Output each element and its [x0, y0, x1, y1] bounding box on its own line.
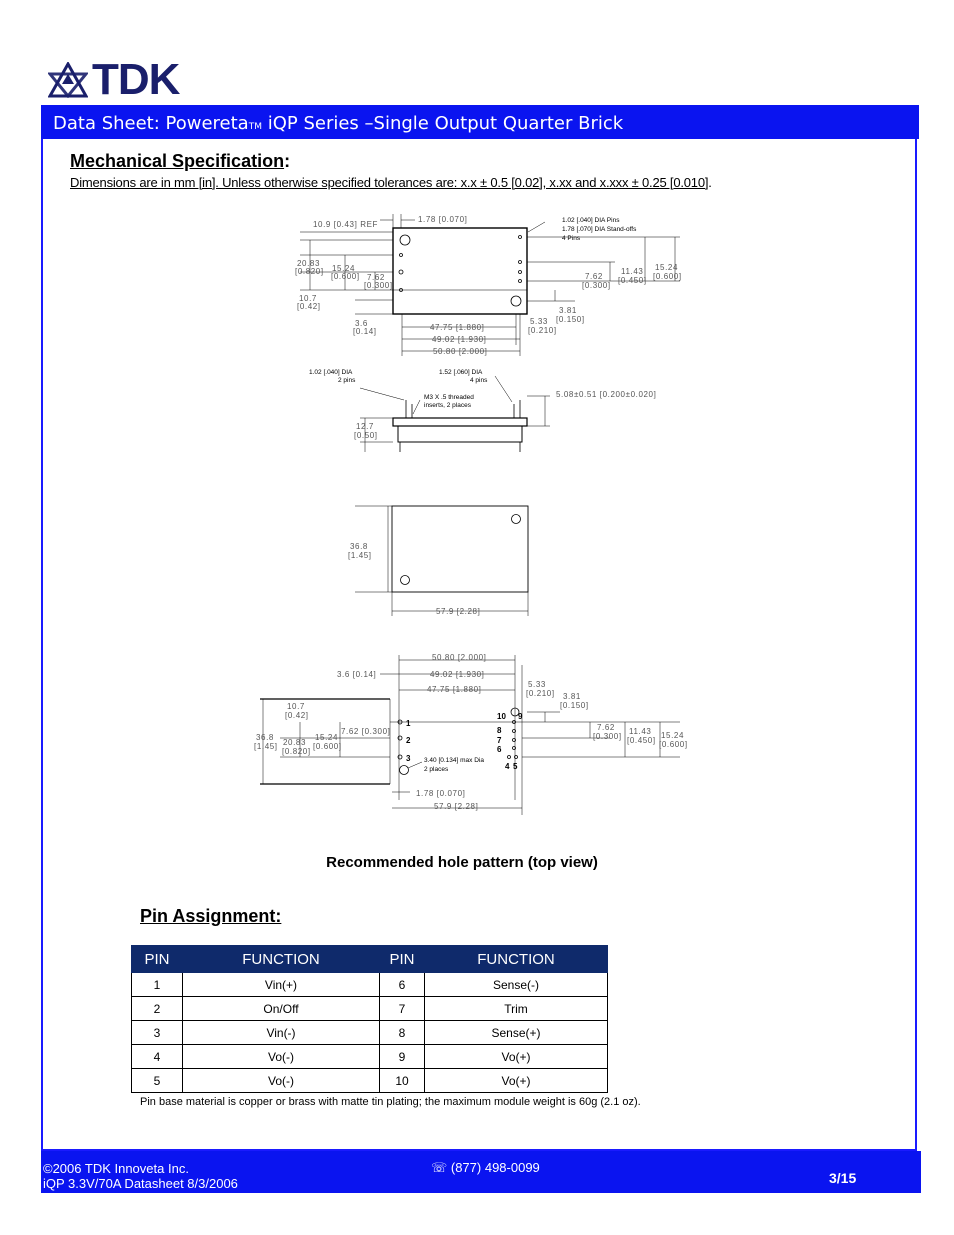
svg-text:[0.300]: [0.300]: [582, 281, 611, 290]
svg-text:3.40 [0.134] max Dia: 3.40 [0.134] max Dia: [424, 757, 484, 764]
svg-text:[0.42]: [0.42]: [297, 302, 321, 311]
cell: Vo(+): [425, 1069, 608, 1093]
cell: 6: [380, 973, 425, 997]
svg-text:[0.50]: [0.50]: [354, 431, 378, 440]
svg-text:5.33: 5.33: [528, 680, 546, 689]
offset-label: 1.78 [0.070]: [418, 215, 468, 224]
svg-text:49.02 [1.930]: 49.02 [1.930]: [430, 670, 485, 679]
table-header-row: [132, 946, 608, 973]
svg-text:10.7: 10.7: [299, 294, 317, 303]
svg-text:1.78 [0.070]: 1.78 [0.070]: [416, 789, 466, 798]
svg-text:[0.42]: [0.42]: [285, 711, 309, 720]
svg-text:11.43: 11.43: [621, 267, 644, 276]
svg-text:7.62: 7.62: [367, 273, 385, 282]
svg-text:10: 10: [497, 712, 506, 721]
svg-text:49.02 [1.930]: 49.02 [1.930]: [432, 335, 487, 344]
cell: Vo(+): [425, 1045, 608, 1069]
cell: Vo(-): [183, 1045, 380, 1069]
cell: 3: [132, 1021, 183, 1045]
svg-text:12.7: 12.7: [356, 422, 374, 431]
cell: Vo(-): [183, 1069, 380, 1093]
phone-icon: ☏: [431, 1160, 448, 1175]
svg-text:[0.210]: [0.210]: [528, 326, 557, 335]
svg-text:6: 6: [497, 745, 502, 754]
svg-text:15.24: 15.24: [661, 731, 685, 740]
table-row: [132, 1069, 608, 1093]
svg-text:2 places: 2 places: [424, 766, 449, 773]
svg-text:[0.14]: [0.14]: [353, 327, 377, 336]
cell: Vin(-): [183, 1021, 380, 1045]
svg-text:9: 9: [518, 712, 523, 721]
header-pin-2: PIN: [380, 946, 425, 973]
svg-text:15.24: 15.24: [655, 263, 679, 272]
svg-text:[1.45]: [1.45]: [348, 551, 372, 560]
svg-text:[0.300]: [0.300]: [364, 281, 393, 290]
header-function: FUNCTION: [183, 946, 380, 973]
svg-text:[0.210]: [0.210]: [526, 689, 555, 698]
svg-text:20.83: 20.83: [283, 738, 307, 747]
cell: 4: [132, 1045, 183, 1069]
cell: 8: [380, 1021, 425, 1045]
tdk-logo-text: TDK: [92, 55, 180, 104]
svg-text:50.80 [2.000]: 50.80 [2.000]: [433, 347, 488, 356]
svg-text:[1.45]: [1.45]: [254, 742, 278, 751]
svg-text:50.80 [2.000]: 50.80 [2.000]: [432, 653, 487, 662]
svg-text:15.24: 15.24: [315, 733, 339, 742]
svg-text:inserts, 2 places: inserts, 2 places: [424, 402, 471, 409]
svg-text:[0.450]: [0.450]: [627, 736, 656, 745]
table-row: [132, 997, 608, 1021]
cell: Vin(+): [183, 973, 380, 997]
svg-text:7.62: 7.62: [597, 723, 615, 732]
svg-text:[0.600]: [0.600]: [659, 740, 688, 749]
ref-label: 10.9 [0.43] REF: [313, 220, 379, 229]
svg-text:36.8: 36.8: [256, 733, 274, 742]
footer-phone: ☏ (877) 498-0099: [431, 1160, 540, 1175]
page-number: 3/15: [829, 1170, 857, 1186]
svg-text:[0.820]: [0.820]: [295, 267, 324, 276]
cell: 1: [132, 973, 183, 997]
svg-text:4: 4: [505, 762, 510, 771]
cell: 7: [380, 997, 425, 1021]
table-row: [132, 1045, 608, 1069]
svg-text:5.33: 5.33: [530, 317, 548, 326]
svg-text:[0.150]: [0.150]: [560, 701, 589, 710]
svg-text:3.81: 3.81: [559, 306, 577, 315]
svg-text:57.9 [2.28]: 57.9 [2.28]: [436, 607, 481, 616]
hole-pattern-caption: Recommended hole pattern (top view): [326, 854, 598, 871]
svg-text:[0.820]: [0.820]: [282, 747, 311, 756]
svg-text:4 Pins: 4 Pins: [562, 235, 581, 242]
svg-text:47.75 [1.880]: 47.75 [1.880]: [430, 323, 485, 332]
footer-bar: [41, 1151, 921, 1193]
svg-text:36.8: 36.8: [350, 542, 368, 551]
svg-text:[0.300]: [0.300]: [593, 732, 622, 741]
cell: Trim: [425, 997, 608, 1021]
drawing-outline-labels: [348, 542, 480, 616]
drawing-outline: [355, 506, 528, 616]
svg-text:7.62: 7.62: [585, 272, 603, 281]
dimensions-note: Dimensions are in mm [in]. Unless otherwise specified tolerances are: x.x ± 0.5 [0.02], x.xx and x.xxx ± 0.25 [0.010].: [70, 175, 712, 190]
svg-text:1.02 [.040] DIA: 1.02 [.040] DIA: [309, 369, 353, 376]
header-function-2: FUNCTION: [425, 946, 608, 973]
pin-assignment-table: [131, 945, 608, 1093]
svg-text:1.78 [.070] DIA Stand-offs: 1.78 [.070] DIA Stand-offs: [562, 226, 637, 233]
header-pin: PIN: [132, 946, 183, 973]
cell: 2: [132, 997, 183, 1021]
svg-text:57.9 [2.28]: 57.9 [2.28]: [434, 802, 479, 811]
svg-text:[0.600]: [0.600]: [331, 272, 360, 281]
svg-text:10.7: 10.7: [287, 702, 305, 711]
svg-text:3: 3: [406, 754, 411, 763]
drawing-top-view-labels: [295, 215, 682, 356]
drawing-side-view-labels: [309, 369, 656, 440]
svg-text:7: 7: [497, 736, 502, 745]
table-row: [132, 973, 608, 997]
svg-text:5: 5: [513, 762, 518, 771]
svg-text:20.83: 20.83: [297, 259, 321, 268]
svg-text:[0.150]: [0.150]: [556, 315, 585, 324]
svg-text:M3 X .5 threaded: M3 X .5 threaded: [424, 394, 474, 401]
svg-text:[0.600]: [0.600]: [653, 272, 682, 281]
svg-text:3.81: 3.81: [563, 692, 581, 701]
pin-assignment-heading: Pin Assignment:: [140, 906, 282, 926]
svg-text:2 pins: 2 pins: [338, 377, 356, 384]
svg-text:3.6: 3.6: [355, 319, 368, 328]
svg-text:15.24: 15.24: [332, 264, 356, 273]
cell: 10: [380, 1069, 425, 1093]
cell: Sense(+): [425, 1021, 608, 1045]
svg-text:4 pins: 4 pins: [470, 377, 488, 384]
svg-text:11.43: 11.43: [629, 727, 652, 736]
footer-copyright: ©2006 TDK Innoveta Inc. iQP 3.3V/70A Datasheet 8/3/2006: [43, 1161, 238, 1191]
svg-text:47.75 [1.880]: 47.75 [1.880]: [427, 685, 482, 694]
svg-text:1.02 [.040] DIA Pins: 1.02 [.040] DIA Pins: [562, 217, 620, 224]
svg-text:5.08±0.51 [0.200±0.020]: 5.08±0.51 [0.200±0.020]: [556, 390, 657, 399]
svg-text:[0.600]: [0.600]: [313, 742, 342, 751]
drawing-hole-pattern-labels: [254, 653, 688, 811]
page-title: Data Sheet: PoweretaTM iQP Series –Single Output Quarter Brick: [53, 113, 624, 134]
cell: Sense(-): [425, 973, 608, 997]
svg-text:1: 1: [406, 719, 411, 728]
svg-text:7.62 [0.300]: 7.62 [0.300]: [341, 727, 391, 736]
svg-text:2: 2: [406, 736, 411, 745]
mechanical-heading: Mechanical Specification:: [70, 151, 291, 171]
cell: 9: [380, 1045, 425, 1069]
table-row: [132, 1021, 608, 1045]
svg-text:8: 8: [497, 726, 502, 735]
svg-text:1.52 [.060] DIA: 1.52 [.060] DIA: [439, 369, 483, 376]
cell: 5: [132, 1069, 183, 1093]
svg-text:[0.450]: [0.450]: [618, 276, 647, 285]
cell: On/Off: [183, 997, 380, 1021]
svg-text:3.6 [0.14]: 3.6 [0.14]: [337, 670, 377, 679]
drawing-side-view: [360, 376, 550, 452]
pin-material-note: Pin base material is copper or brass with matte tin plating; the maximum module weight is 60g (2.1 oz).: [140, 1096, 641, 1108]
